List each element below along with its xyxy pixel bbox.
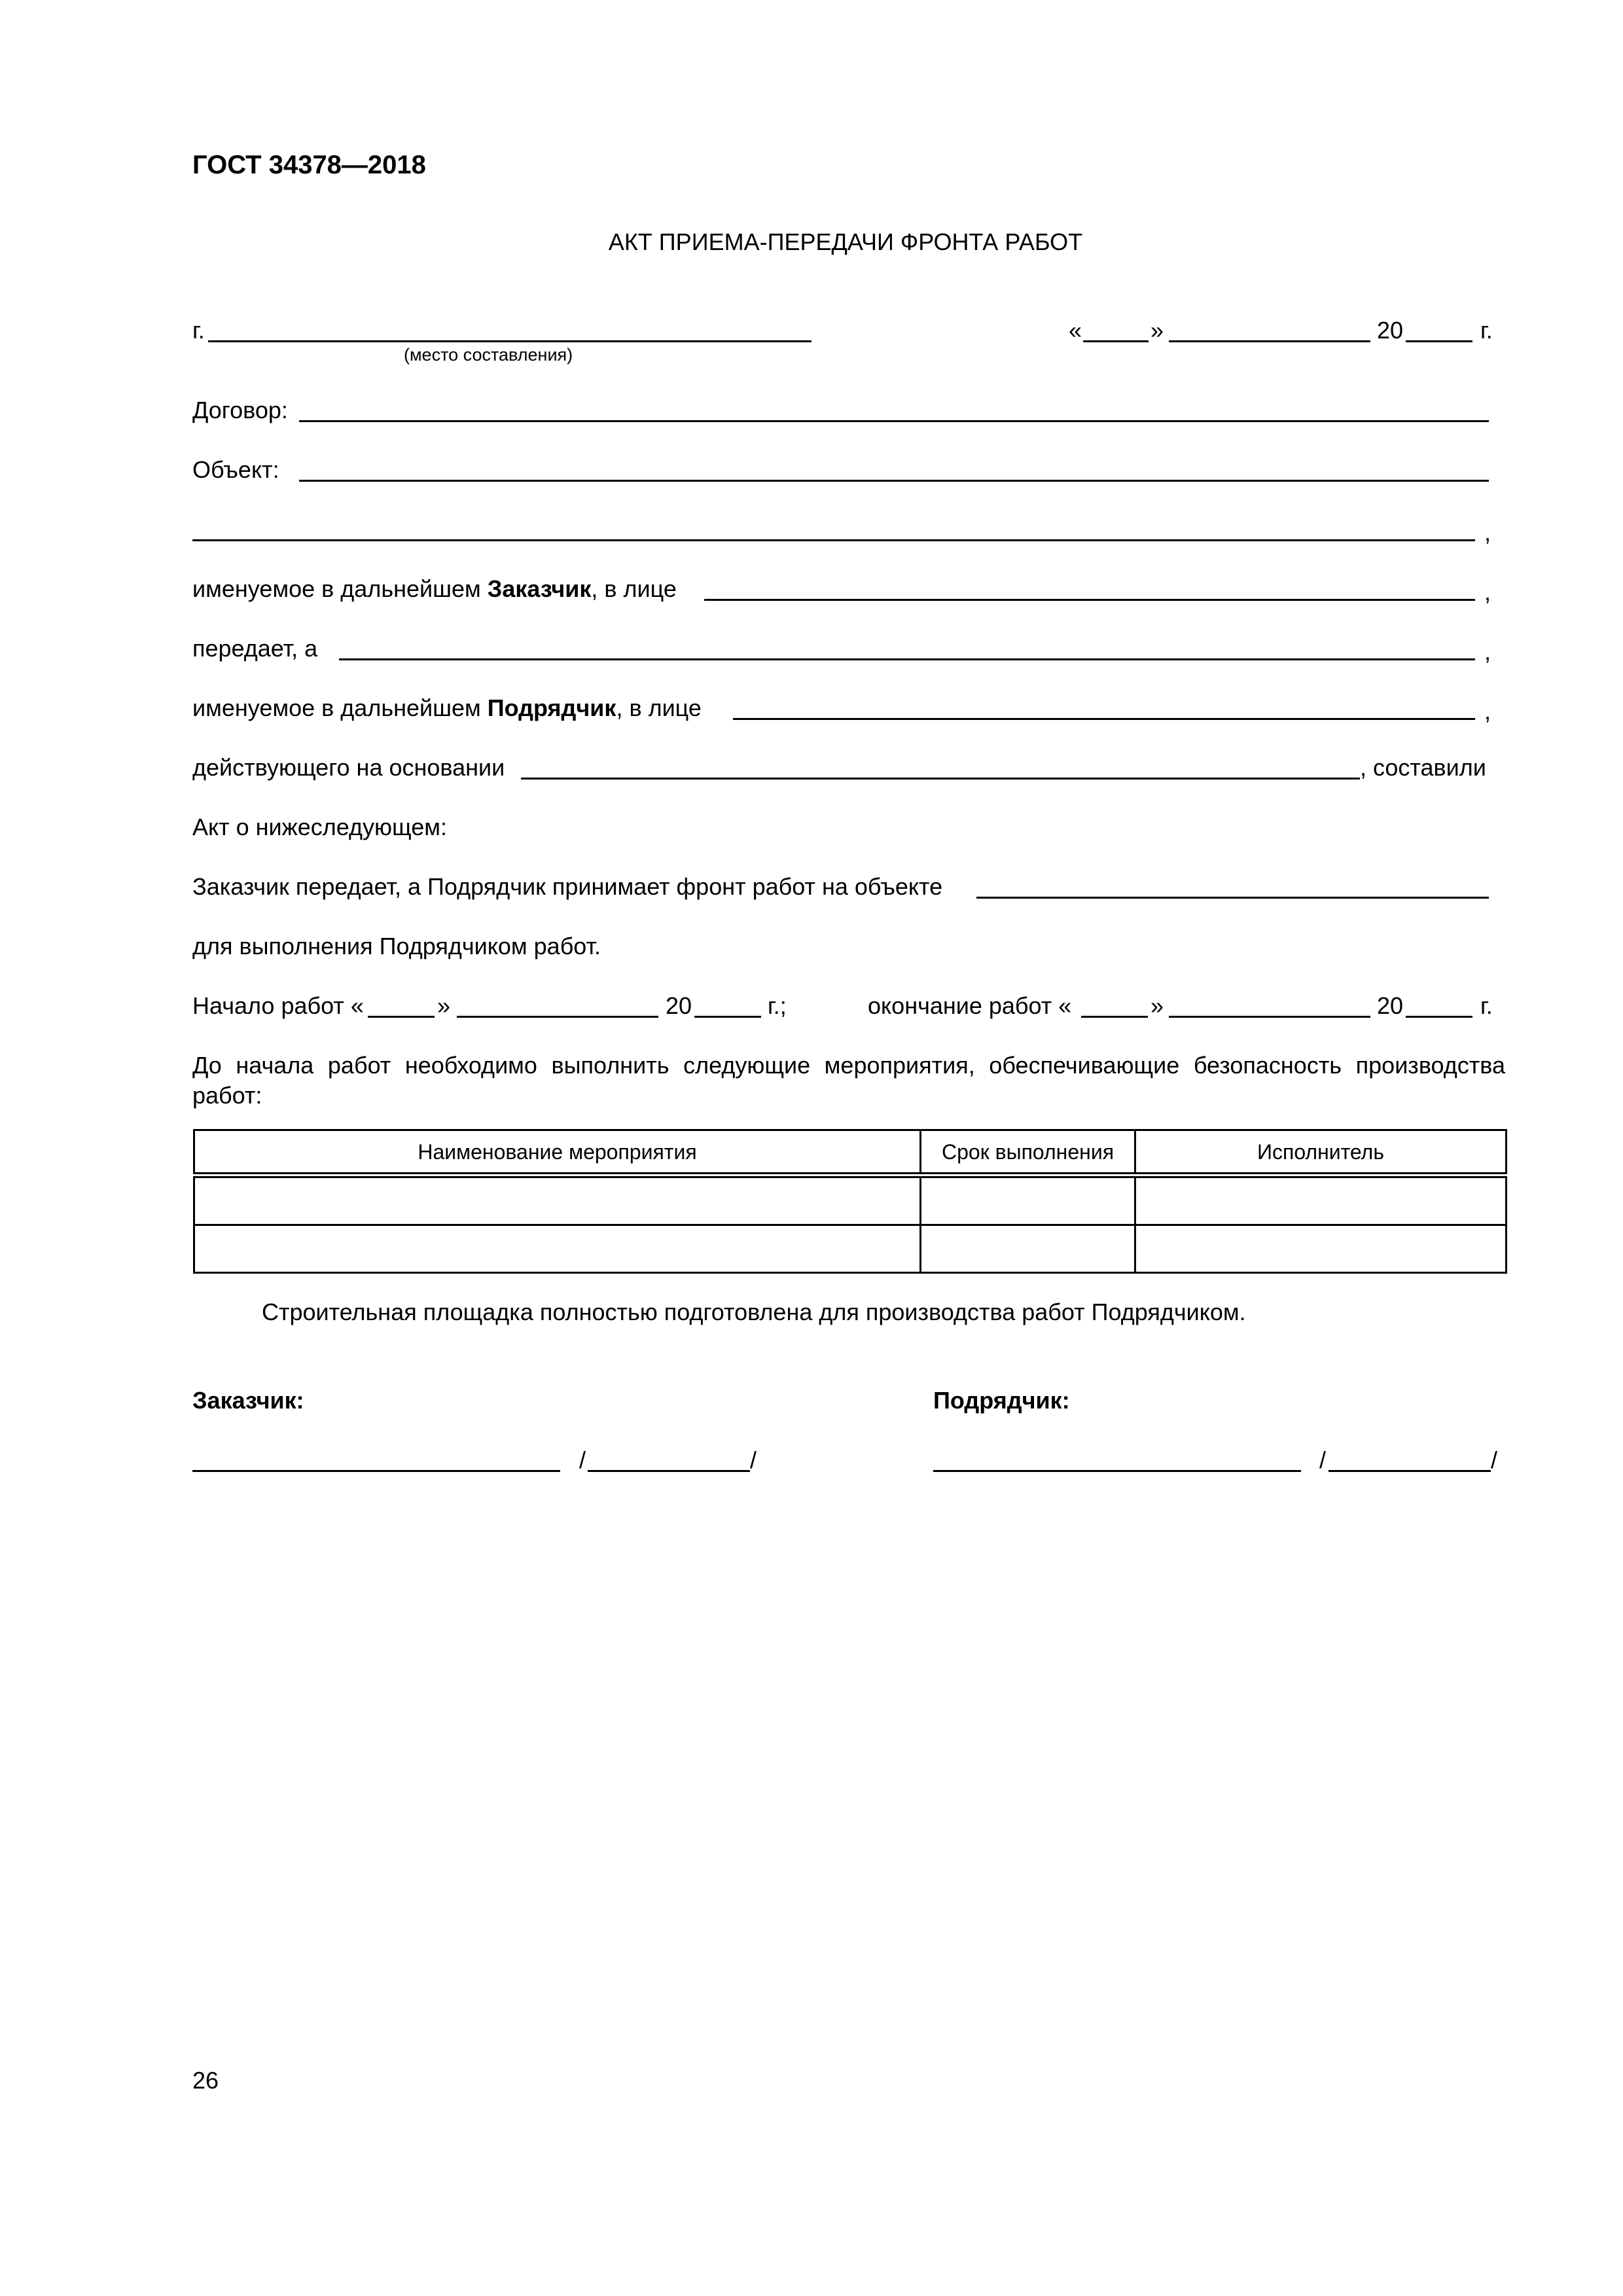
table-row: [194, 1225, 1507, 1273]
slash: /: [579, 1446, 586, 1473]
start-quote-close: »: [437, 992, 451, 1019]
executor-cell[interactable]: [1135, 1225, 1507, 1273]
customer-signature-field[interactable]: [192, 1470, 560, 1472]
contractor-signature-field[interactable]: [933, 1470, 1301, 1472]
executor-cell[interactable]: [1135, 1175, 1507, 1225]
start-year-suffix: г.;: [768, 992, 787, 1019]
object-field[interactable]: [299, 480, 1489, 482]
slash: /: [1319, 1446, 1327, 1473]
document-code: ГОСТ 34378—2018: [192, 151, 426, 179]
contractor-name-field[interactable]: [339, 658, 1475, 660]
basis-field[interactable]: [521, 778, 1360, 780]
work-object-field[interactable]: [976, 897, 1489, 899]
comma: ,: [1484, 698, 1491, 725]
contract-field[interactable]: [299, 420, 1489, 422]
site-ready-statement: Строительная площадка полностью подготовлена для производства работ Подрядчиком.: [262, 1299, 1246, 1325]
act-below-label: Акт о нижеследующем:: [192, 814, 448, 840]
table-header-row: [194, 1130, 1507, 1175]
start-year-prefix: 20: [666, 992, 692, 1019]
column-header-measure-name: Наименование мероприятия: [194, 1130, 921, 1175]
year-prefix: 20: [1377, 317, 1404, 344]
end-year-suffix: г.: [1480, 992, 1493, 1019]
measure-name-cell[interactable]: [194, 1175, 921, 1225]
end-quote-close: »: [1150, 992, 1164, 1019]
compiled-label: , составили: [1360, 754, 1486, 781]
day-quote-open: «: [1069, 317, 1082, 344]
start-day-field[interactable]: [368, 1016, 435, 1018]
deadline-cell[interactable]: [921, 1225, 1135, 1273]
day-field[interactable]: [1083, 340, 1149, 342]
comma: ,: [1484, 638, 1491, 665]
customer-signature-label: Заказчик:: [192, 1387, 304, 1414]
table-row: [194, 1175, 1507, 1225]
start-year-field[interactable]: [694, 1016, 761, 1018]
transfers-label: передает, а: [192, 635, 318, 662]
slash: /: [1491, 1446, 1498, 1473]
comma: ,: [1484, 519, 1491, 546]
start-label: Начало работ «: [192, 992, 364, 1019]
deadline-cell[interactable]: [921, 1175, 1135, 1225]
month-field[interactable]: [1169, 340, 1370, 342]
basis-label: действующего на основании: [192, 754, 505, 781]
page-title: АКТ ПРИЕМА-ПЕРЕДАЧИ ФРОНТА РАБОТ: [608, 228, 1083, 255]
measures-intro-line1: До начала работ необходимо выполнить следующие мероприятия, обеспечивающие безопасность производства: [192, 1052, 1505, 1079]
page-number: 26: [192, 2067, 219, 2094]
comma: ,: [1484, 579, 1491, 605]
contract-label: Договор:: [192, 397, 288, 423]
customer-name-field[interactable]: [588, 1470, 750, 1472]
measures-table: [193, 1129, 1507, 1274]
object-continuation-field[interactable]: [192, 539, 1475, 541]
place-field[interactable]: [208, 340, 812, 342]
contractor-signature-label: Подрядчик:: [933, 1387, 1070, 1414]
contractor-designation: именуемое в дальнейшем Подрядчик, в лице: [192, 694, 702, 721]
day-quote-close: »: [1150, 317, 1164, 344]
city-prefix: г.: [192, 317, 205, 344]
year-field[interactable]: [1406, 340, 1472, 342]
end-day-field[interactable]: [1081, 1016, 1148, 1018]
end-year-field[interactable]: [1406, 1016, 1472, 1018]
customer-representative-field[interactable]: [704, 599, 1475, 601]
slash: /: [750, 1446, 757, 1473]
start-month-field[interactable]: [457, 1016, 658, 1018]
for-execution-label: для выполнения Подрядчиком работ.: [192, 933, 601, 960]
end-year-prefix: 20: [1377, 992, 1404, 1019]
end-label: окончание работ «: [868, 992, 1072, 1019]
customer-designation: именуемое в дальнейшем Заказчик, в лице: [192, 575, 677, 602]
object-label: Объект:: [192, 456, 279, 483]
column-header-deadline: Срок выполнения: [921, 1130, 1135, 1175]
year-suffix: г.: [1480, 317, 1493, 344]
column-header-executor: Исполнитель: [1135, 1130, 1507, 1175]
contractor-name-field[interactable]: [1329, 1470, 1491, 1472]
measures-intro-line2: работ:: [192, 1082, 262, 1109]
measure-name-cell[interactable]: [194, 1225, 921, 1273]
end-month-field[interactable]: [1169, 1016, 1370, 1018]
transfer-statement: Заказчик передает, а Подрядчик принимает фронт работ на объекте: [192, 873, 943, 900]
contractor-representative-field[interactable]: [733, 718, 1475, 720]
place-caption: (место составления): [404, 345, 573, 365]
